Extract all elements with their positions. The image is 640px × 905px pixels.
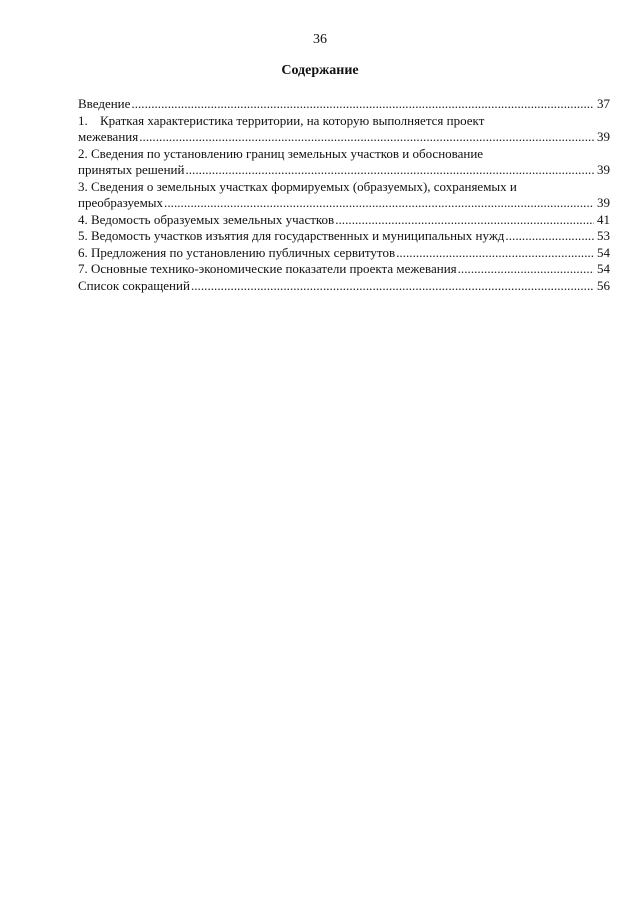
- toc-entry-abbreviations[interactable]: [78, 278, 610, 295]
- toc-entry-page: 41: [597, 211, 610, 227]
- toc-entry-label: Список сокращений: [78, 277, 190, 293]
- toc-entry-page: 56: [597, 277, 610, 293]
- toc-entry-page: 54: [597, 261, 610, 276]
- toc-leader-dots: [395, 245, 594, 262]
- toc-entry-label: 7. Основные технико-экономические показатели проекта межевания: [78, 261, 457, 276]
- toc-entry-label-cont: принятых решений: [78, 162, 185, 177]
- toc-entry-page: 39: [597, 162, 610, 177]
- toc-entry-label-cont: межевания: [78, 129, 139, 144]
- toc-entry-boundaries[interactable]: [78, 146, 610, 179]
- toc-entry-label: Введение: [78, 96, 131, 111]
- toc-entry-territory[interactable]: [78, 113, 610, 146]
- toc-entry-label: 6. Предложения по установлению публичных сервитутов: [78, 244, 396, 260]
- toc-entry-line: 2. Сведения по установлению границ земельных участков и обоснование: [78, 145, 484, 161]
- table-of-contents: [78, 96, 610, 294]
- toc-leader-dots: [163, 195, 594, 212]
- toc-entry-land-plots[interactable]: [78, 179, 610, 212]
- toc-leader-dots: [190, 278, 594, 295]
- toc-entry-page: 39: [597, 129, 610, 144]
- toc-leader-dots: [334, 212, 594, 229]
- toc-leader-dots: [504, 228, 594, 245]
- toc-entry-label: Краткая характеристика территории, на которую выполняется проект: [100, 112, 485, 128]
- toc-leader-dots: [457, 261, 594, 278]
- toc-entry-number: 1.: [78, 112, 88, 128]
- toc-entry-page: 53: [597, 228, 610, 243]
- toc-leader-dots: [130, 96, 594, 113]
- toc-entry-label: 4. Ведомость образуемых земельных участков: [78, 211, 335, 227]
- toc-entry-page: 39: [597, 195, 610, 210]
- toc-entry-label-cont: преобразуемых: [78, 195, 164, 210]
- toc-entry-formed-plots[interactable]: [78, 212, 610, 229]
- toc-entry-label: 5. Ведомость участков изъятия для государственных и муниципальных нужд: [78, 228, 505, 243]
- toc-entry-page: 37: [597, 96, 610, 111]
- toc-entry-indicators[interactable]: [78, 261, 610, 278]
- toc-leader-dots: [138, 129, 594, 146]
- page-number: 36: [313, 32, 327, 47]
- toc-title: Содержание: [281, 63, 359, 78]
- toc-entry-withdrawal[interactable]: [78, 228, 610, 245]
- toc-entry-easements[interactable]: [78, 245, 610, 262]
- toc-leader-dots: [184, 162, 594, 179]
- toc-entry-line: [78, 113, 610, 130]
- toc-entry-line: 3. Сведения о земельных участках формируемых (образуемых), сохраняемых и: [78, 178, 517, 194]
- toc-entry-introduction[interactable]: [78, 96, 610, 113]
- toc-entry-page: 54: [597, 244, 610, 260]
